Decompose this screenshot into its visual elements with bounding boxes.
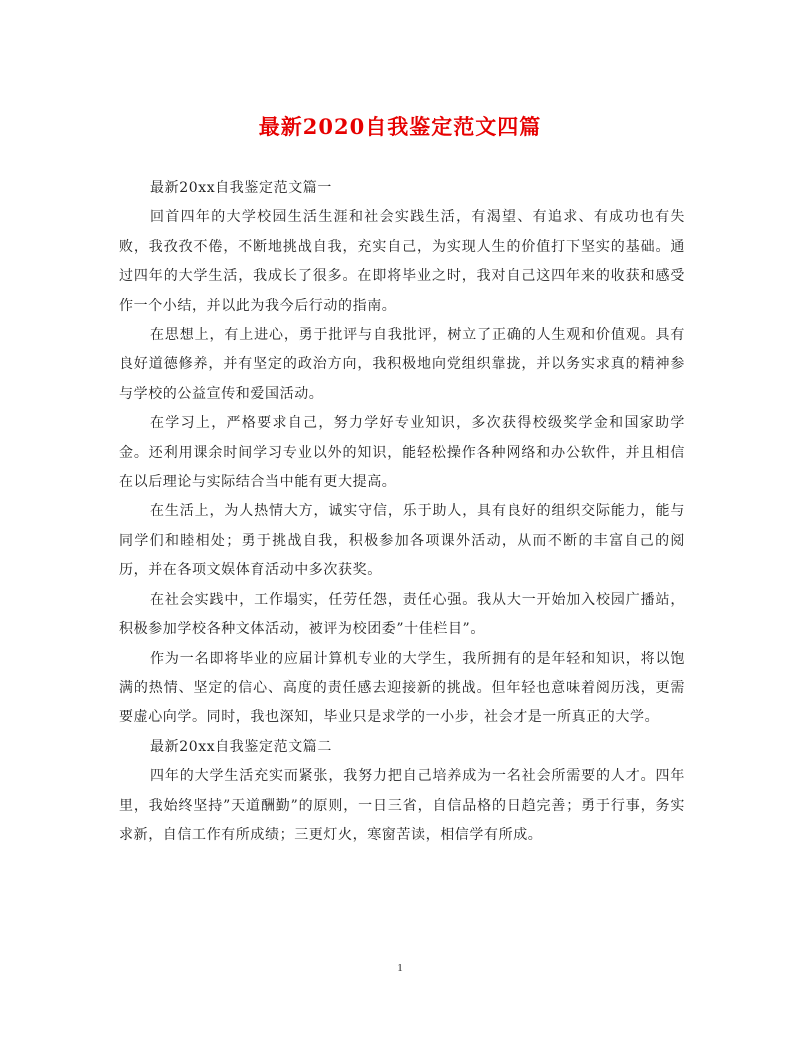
page-number: 1: [397, 962, 403, 974]
paragraph: 在学习上，严格要求自己，努力学好专业知识，多次获得校级奖学金和国家助学金。还利用课余时间学习专业以外的知识，能轻松操作各种网络和办公软件，并且相信在以后理论与实际结合当中能有更大提高。: [119, 415, 685, 491]
paragraph: 四年的大学生活充实而紧张，我努力把自己培养成为一名社会所需要的人才。四年里，我始终坚持”天道酬勤”的原则，一日三省，自信品格的日趋完善；勇于行事，务实求新，自信工作有所成绩；三更灯火，寒窗苦读，相信学有所成。: [119, 768, 685, 843]
paragraph: 在社会实践中，工作塌实，任劳任怨，责任心强。我从大一开始加入校园广播站，积极参加学校各种文体活动，被评为校团委”十佳栏目”。: [119, 591, 685, 638]
document-title: 最新2020自我鉴定范文四篇: [258, 114, 542, 139]
paragraph: 回首四年的大学校园生活生涯和社会实践生活，有渴望、有追求、有成功也有失败，我孜孜不倦，不断地挑战自我，充实自己，为实现人生的价值打下坚实的基础。通过四年的大学生活，我成长了很多。在即将毕业之时，我对自己这四年来的收获和感受作一个小结，并以此为我今后行动的指南。: [119, 209, 685, 314]
paragraph: 在生活上，为人热情大方，诚实守信，乐于助人，具有良好的组织交际能力，能与同学们和睦相处；勇于挑战自我，积极参加各项课外活动，从而不断的丰富自己的阅历，并在各项文娱体育活动中多次获奖。: [119, 503, 685, 579]
paragraph: 作为一名即将毕业的应届计算机专业的大学生，我所拥有的是年轻和知识，将以饱满的热情、坚定的信心、高度的责任感去迎接新的挑战。但年轻也意味着阅历浅，更需要虚心向学。同时，我也深知，毕业只是求学的一小步，社会才是一所真正的大学。: [119, 650, 685, 726]
paragraph: 在思想上，有上进心，勇于批评与自我批评，树立了正确的人生观和价值观。具有良好道德修养，并有坚定的政治方向，我积极地向党组织靠拢，并以务实求真的精神参与学校的公益宣传和爱国活动。: [119, 327, 685, 402]
document-body: [119, 174, 685, 850]
section-heading-1: 最新20xx自我鉴定范文篇一: [150, 180, 333, 196]
section-heading-2: 最新20xx自我鉴定范文篇二: [150, 738, 333, 755]
